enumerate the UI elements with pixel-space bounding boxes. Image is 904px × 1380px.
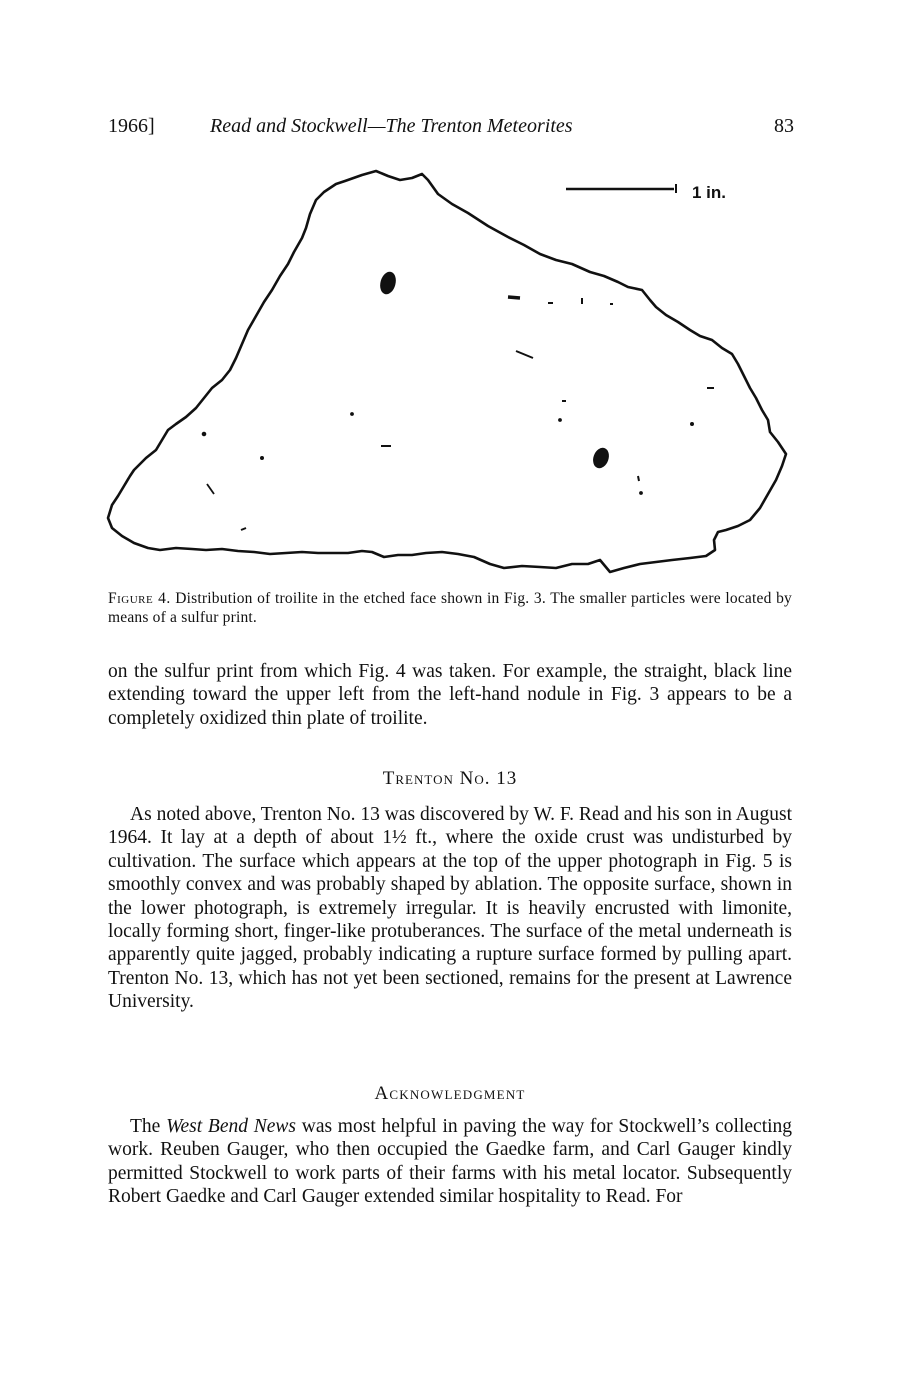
troilite-particle xyxy=(516,351,533,358)
ack-lead: The xyxy=(130,1116,161,1137)
running-header xyxy=(108,115,794,145)
troilite-particle xyxy=(691,423,694,426)
page-number: 83 xyxy=(774,115,794,137)
troilite-particle xyxy=(640,492,643,495)
header-year: 1966] xyxy=(108,115,155,137)
section-heading-acknowledgment: Acknowledgment xyxy=(374,1083,526,1104)
troilite-particle xyxy=(241,528,246,530)
figure-caption xyxy=(108,589,792,627)
troilite-particle xyxy=(559,419,562,422)
ack-text: was most helpful in paving the way for Stockwell’s collecting work. Reuben Gauger, who then occupied the Gaedke farm, and Carl Gauger kindly permitted Stockwell to work parts of their farms with his metal locator. Subsequently Robert Gaedke and Carl Gauger extended similar hospitality to Read. For xyxy=(108,1116,793,1208)
figure-caption-label: Figure 4. xyxy=(108,590,171,607)
figure-caption-text: Distribution of troilite in the etched face shown in Fig. 3. The smaller particles were located by means of a sulfur print. xyxy=(108,590,792,626)
troilite-particle xyxy=(261,457,264,460)
troilite-particle xyxy=(638,476,639,481)
scale-label: 1 in. xyxy=(692,183,727,202)
header-running-title: Read and Stockwell—The Trenton Meteorites xyxy=(210,115,573,137)
meteorite-outline-drawing xyxy=(100,160,800,580)
troilite-nodule-left xyxy=(378,271,397,296)
paragraph-continuation: on the sulfur print from which Fig. 4 was taken. For example, the straight, black line extending toward the upper left from the left-hand nodule in Fig. 3 appears to be a completely oxidized thin plate of troilite. xyxy=(108,661,792,729)
troilite-particles xyxy=(202,271,714,530)
paragraph-trenton-13: As noted above, Trenton No. 13 was discovered by W. F. Read and his son in August 1964. It lay at a depth of about 1½ ft., where the oxide crust was undisturbed by cultivation. The surface which appears at the top of the upper photograph in Fig. 5 is smoothly convex and was probably shaped by ablation. The opposite surface, shown in the lower photograph, is extremely irregular. It is heavily encrusted with limonite, locally forming short, finger-like protuberances. The surface of the metal underneath is apparently quite jagged, probably indicating a rupture surface formed by pulling apart. Trenton No. 13, which has not yet been sectioned, remains for the present at Lawrence University. xyxy=(108,804,792,1013)
meteorite-outline xyxy=(108,171,786,572)
figure-4-troilite-outline xyxy=(100,160,800,580)
troilite-nodule-right xyxy=(591,446,611,470)
troilite-particle xyxy=(207,484,214,494)
troilite-particle xyxy=(351,413,354,416)
section-heading-trenton-13: Trenton No. 13 xyxy=(382,768,518,789)
troilite-particle xyxy=(508,297,520,298)
troilite-particle xyxy=(202,432,206,436)
newspaper-name: West Bend News xyxy=(166,1116,296,1137)
paragraph-acknowledgment xyxy=(108,1115,792,1209)
